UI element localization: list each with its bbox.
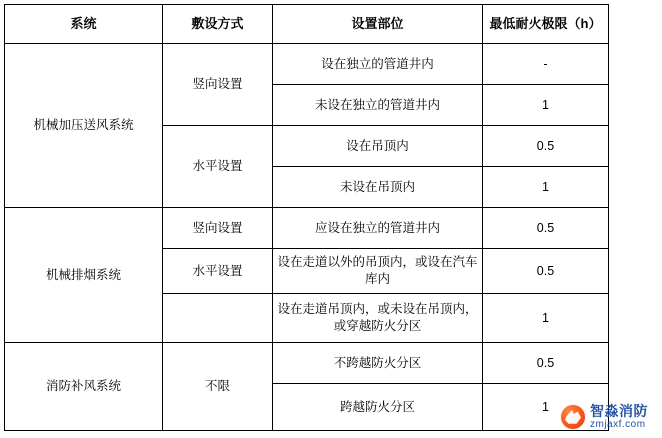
column-header-system: 系统 — [5, 5, 163, 44]
table-row — [5, 208, 609, 249]
cell-limit: - — [483, 44, 609, 85]
column-header-limit: 最低耐火极限（h） — [483, 5, 609, 44]
cell-position: 设在独立的管道井内 — [273, 44, 483, 85]
spec-table-container — [4, 4, 608, 431]
cell-limit: 0.5 — [483, 208, 609, 249]
table-header — [5, 5, 609, 44]
cell-limit: 0.5 — [483, 343, 609, 384]
cell-layout: 水平设置 — [163, 126, 273, 208]
cell-position: 未设在独立的管道井内 — [273, 85, 483, 126]
watermark-brand: 智淼消防 — [590, 402, 648, 419]
table-header-row — [5, 5, 609, 44]
column-header-layout: 敷设方式 — [163, 5, 273, 44]
cell-layout: 水平设置 — [163, 249, 273, 294]
cell-position: 跨越防火分区 — [273, 384, 483, 431]
cell-position: 应设在独立的管道井内 — [273, 208, 483, 249]
cell-position: 设在走道吊顶内，或未设在吊顶内，或穿越防火分区 — [273, 294, 483, 343]
table-row — [5, 44, 609, 85]
cell-system: 机械加压送风系统 — [5, 44, 163, 208]
cell-layout — [163, 294, 273, 343]
cell-position: 未设在吊顶内 — [273, 167, 483, 208]
watermark-domain: zmjaxf.com — [590, 419, 646, 430]
cell-limit: 0.5 — [483, 126, 609, 167]
cell-system: 消防补风系统 — [5, 343, 163, 431]
column-header-position: 设置部位 — [273, 5, 483, 44]
cell-limit: 1 — [483, 384, 609, 431]
cell-position: 不跨越防火分区 — [273, 343, 483, 384]
cell-system: 机械排烟系统 — [5, 208, 163, 343]
cell-limit: 0.5 — [483, 249, 609, 294]
table-body — [5, 44, 609, 431]
cell-position: 设在吊顶内 — [273, 126, 483, 167]
cell-layout: 不限 — [163, 343, 273, 431]
fire-resistance-spec-table — [4, 4, 609, 431]
table-row — [5, 343, 609, 384]
cell-layout: 竖向设置 — [163, 44, 273, 126]
cell-limit: 1 — [483, 85, 609, 126]
cell-limit: 1 — [483, 167, 609, 208]
cell-position: 设在走道以外的吊顶内，或设在汽车库内 — [273, 249, 483, 294]
cell-layout: 竖向设置 — [163, 208, 273, 249]
cell-limit: 1 — [483, 294, 609, 343]
